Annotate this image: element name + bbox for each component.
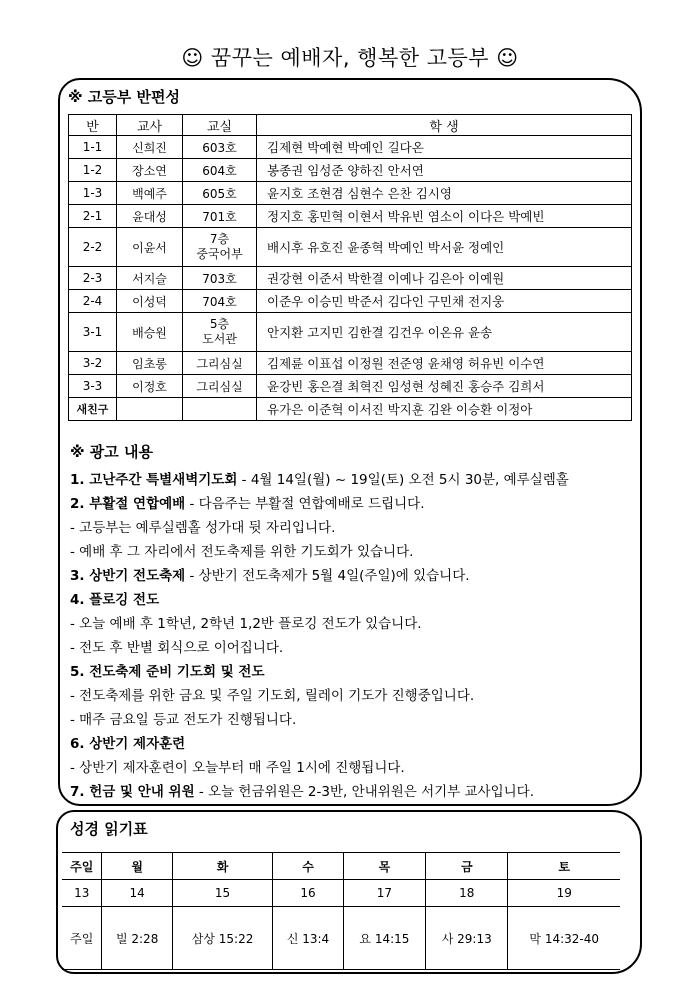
teacher-cell: 이윤서 — [117, 228, 183, 267]
day-cell: 월 — [102, 853, 172, 880]
column-header: 반 — [69, 115, 117, 136]
passage-cell: 주일 — [62, 907, 102, 970]
date-cell: 15 — [172, 880, 272, 907]
class-cell: 2-1 — [69, 205, 117, 228]
table-row — [69, 159, 632, 182]
students-cell: 권강현 이준서 박한결 이예나 김은아 이예원 — [257, 267, 632, 290]
class-cell: 1-1 — [69, 136, 117, 159]
announcement-text: - 고등부는 예루실렘홀 성가대 뒷 자리입니다. — [70, 520, 336, 536]
announcement-line — [70, 660, 645, 684]
teacher-cell: 윤대성 — [117, 205, 183, 228]
day-cell: 주일 — [62, 853, 102, 880]
announcements-section — [70, 440, 645, 804]
announcement-text: - 오늘 예배 후 1학년, 2학년 1,2반 플로깅 전도가 있습니다. — [70, 616, 422, 632]
students-cell: 유가은 이준혁 이서진 박지훈 김완 이승환 이정아 — [257, 398, 632, 421]
passage-cell: 삼상 15:22 — [172, 907, 272, 970]
class-cell: 1-3 — [69, 182, 117, 205]
day-cell: 목 — [343, 853, 425, 880]
passage-cell: 신 13:4 — [273, 907, 343, 970]
table-row — [69, 136, 632, 159]
day-cell: 수 — [273, 853, 343, 880]
class-cell: 1-2 — [69, 159, 117, 182]
announcement-title: 2. 부활절 연합예배 — [70, 496, 186, 512]
announcement-text: - 예배 후 그 자리에서 전도축제를 위한 기도회가 있습니다. — [70, 544, 414, 560]
students-cell: 김제륜 이표섭 이정원 전준영 윤채영 허유빈 이수연 — [257, 352, 632, 375]
announcement-line — [70, 612, 645, 636]
room-cell — [183, 313, 257, 352]
passage-cell: 요 14:15 — [343, 907, 425, 970]
announcement-line — [70, 636, 645, 660]
teacher-cell: 이정호 — [117, 375, 183, 398]
column-header: 교사 — [117, 115, 183, 136]
room-cell — [183, 398, 257, 421]
students-cell: 김제현 박예현 박예인 길다온 — [257, 136, 632, 159]
page-title: ☺ 꿈꾸는 예배자, 행복한 고등부 ☺ — [181, 46, 519, 70]
day-cell: 금 — [426, 853, 508, 880]
table-row — [69, 290, 632, 313]
date-cell: 18 — [426, 880, 508, 907]
room-cell: 그리심실 — [183, 375, 257, 398]
students-cell: 정지호 홍민혁 이현서 박유빈 염소이 이다은 박예빈 — [257, 205, 632, 228]
class-cell: 3-3 — [69, 375, 117, 398]
day-cell: 토 — [508, 853, 620, 880]
announcement-line — [70, 516, 645, 540]
day-cell: 화 — [172, 853, 272, 880]
table-row — [69, 182, 632, 205]
teacher-cell: 백예주 — [117, 182, 183, 205]
announcement-line — [70, 708, 645, 732]
room-cell: 704호 — [183, 290, 257, 313]
date-cell: 16 — [273, 880, 343, 907]
announcement-text: - 4월 14일(월) ~ 19일(토) 오전 5시 30분, 예루실렘홀 — [237, 472, 569, 488]
teacher-cell: 장소연 — [117, 159, 183, 182]
students-cell: 봉종권 임성준 양하진 안서연 — [257, 159, 632, 182]
table-row — [69, 228, 632, 267]
table-header-row — [69, 115, 632, 136]
bible-reading-table — [62, 852, 620, 970]
announcement-line — [70, 540, 645, 564]
room-cell: 703호 — [183, 267, 257, 290]
table-row — [69, 267, 632, 290]
announcement-line — [70, 732, 645, 756]
class-cell: 2-3 — [69, 267, 117, 290]
date-cell: 13 — [62, 880, 102, 907]
announcement-title: 3. 상반기 전도축제 — [70, 568, 186, 584]
table-row — [69, 205, 632, 228]
announcement-text: - 상반기 제자훈련이 오늘부터 매 주일 1시에 진행됩니다. — [70, 760, 405, 776]
date-cell: 19 — [508, 880, 620, 907]
room-cell — [183, 228, 257, 267]
announcement-line — [70, 588, 645, 612]
announcement-title: 4. 플로깅 전도 — [70, 592, 160, 608]
teacher-cell: 이성덕 — [117, 290, 183, 313]
announcement-line — [70, 564, 645, 588]
class-assignment-table — [68, 114, 632, 421]
room-floor: 7층 — [209, 232, 230, 246]
class-cell: 2-4 — [69, 290, 117, 313]
announcement-text: - 상반기 전도축제가 5월 4일(주일)에 있습니다. — [185, 568, 470, 584]
announcements-heading: ※ 광고 내용 — [70, 443, 153, 461]
passage-cell: 빌 2:28 — [102, 907, 172, 970]
room-cell: 604호 — [183, 159, 257, 182]
announcement-text: - 전도 후 반별 회식으로 이어집니다. — [70, 640, 284, 656]
announcement-text: - 전도축제를 위한 금요 및 주일 기도회, 릴레이 기도가 진행중입니다. — [70, 688, 475, 704]
passage-row — [62, 907, 620, 970]
teacher-cell: 임초롱 — [117, 352, 183, 375]
passage-cell: 사 29:13 — [426, 907, 508, 970]
day-row — [62, 853, 620, 880]
announcement-line — [70, 468, 645, 492]
announcement-title: 1. 고난주간 특별새벽기도회 — [70, 472, 238, 488]
classes-heading: ※ 고등부 반편성 — [68, 88, 180, 106]
table-row — [69, 352, 632, 375]
room-cell: 605호 — [183, 182, 257, 205]
announcement-text: - 매주 금요일 등교 전도가 진행됩니다. — [70, 712, 297, 728]
date-cell: 17 — [343, 880, 425, 907]
teacher-cell — [117, 398, 183, 421]
students-cell: 배시후 유호진 윤종혁 박예인 박서윤 정예인 — [257, 228, 632, 267]
announcement-text: - 다음주는 부활절 연합예배로 드립니다. — [185, 496, 425, 512]
announcement-title: 6. 상반기 제자훈련 — [70, 736, 186, 752]
room-cell: 그리심실 — [183, 352, 257, 375]
room-cell: 603호 — [183, 136, 257, 159]
class-cell: 3-1 — [69, 313, 117, 352]
room-floor: 5층 — [209, 317, 230, 331]
announcement-title: 5. 전도축제 준비 기도회 및 전도 — [70, 664, 265, 680]
date-row — [62, 880, 620, 907]
students-cell: 윤강빈 홍은결 최혁진 임성현 성혜진 홍승주 김희서 — [257, 375, 632, 398]
table-row — [69, 398, 632, 421]
teacher-cell: 배승원 — [117, 313, 183, 352]
teacher-cell: 신희진 — [117, 136, 183, 159]
students-cell: 안지환 고지민 김한결 김건우 이온유 윤송 — [257, 313, 632, 352]
announcement-line — [70, 756, 645, 780]
column-header: 학 생 — [257, 115, 632, 136]
announcement-line — [70, 492, 645, 516]
class-cell: 새친구 — [69, 398, 117, 421]
teacher-cell: 서지슬 — [117, 267, 183, 290]
announcement-line — [70, 684, 645, 708]
passage-cell: 막 14:32-40 — [508, 907, 620, 970]
announcement-title: 7. 헌금 및 안내 위원 — [70, 784, 195, 800]
column-header: 교실 — [183, 115, 257, 136]
table-row — [69, 375, 632, 398]
table-row — [69, 313, 632, 352]
room-name: 중국어부 — [196, 247, 243, 261]
reading-heading: 성경 읽기표 — [70, 820, 148, 838]
class-cell: 2-2 — [69, 228, 117, 267]
students-cell: 이준우 이승민 박준서 김다인 구민채 전지웅 — [257, 290, 632, 313]
room-cell: 701호 — [183, 205, 257, 228]
announcement-line — [70, 780, 645, 804]
announcement-text: - 오늘 헌금위원은 2-3반, 안내위원은 서기부 교사입니다. — [194, 784, 535, 800]
date-cell: 14 — [102, 880, 172, 907]
class-cell: 3-2 — [69, 352, 117, 375]
room-name: 도서관 — [202, 332, 237, 346]
students-cell: 윤지호 조현겸 심현수 은찬 김시영 — [257, 182, 632, 205]
